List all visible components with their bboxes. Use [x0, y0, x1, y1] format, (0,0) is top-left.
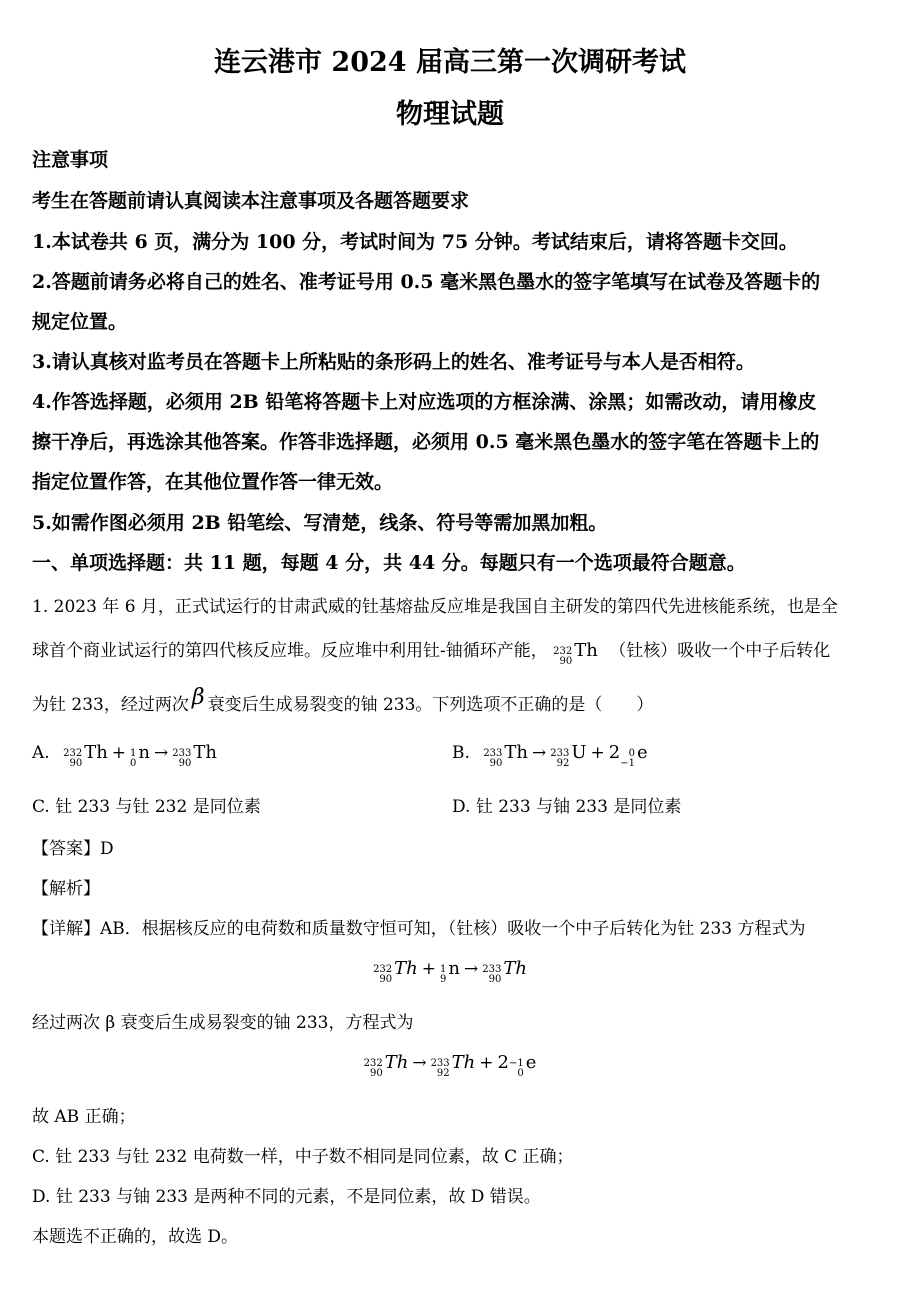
page-subtitle: 物理试题: [396, 99, 504, 130]
question-text: 1. 2023 年 6 月，正式试运行的甘肃武威的钍基熔盐反应堆是我国自主研发的第四代先进核能系统，也是全: [32, 597, 838, 617]
notice-item: 规定位置。: [32, 311, 128, 333]
option-b: B. 233 90 Th → 233 92 U + 2 0 −1 e: [452, 742, 648, 769]
notice-heading: 注意事项: [32, 149, 109, 171]
thorium-nuclide: 232 90 Th: [553, 640, 598, 667]
explanation-text: D. 钍 233 与铀 233 是两种不同的元素，不是同位素，故 D 错误。: [32, 1187, 541, 1207]
explanation-text: 故 AB 正确；: [32, 1107, 136, 1127]
answer-label: 【答案】D: [32, 839, 114, 859]
question-text: 球首个商业试运行的第四代核反应堆。反应堆中利用钍-铀循环产能， 232 90 Th （钍核）吸收一个中子后转化: [32, 640, 831, 667]
option-a: A. 232 90 Th + 1 0 n → 233 90 Th: [32, 742, 217, 769]
analysis-label: 【解析】: [32, 879, 100, 899]
notice-item: 2.答题前请务必将自己的姓名、准考证号用 0.5 毫米黑色墨水的签字笔填写在试卷及答题卡的: [32, 271, 821, 293]
option-c: C. 钍 233 与钍 232 是同位素: [32, 797, 261, 817]
option-d: D. 钍 233 与铀 233 是同位素: [452, 797, 682, 817]
notice-item: 5.如需作图必须用 2B 铅笔绘、写清楚，线条、符号等需加黑加粗。: [32, 512, 608, 534]
explanation-text: C. 钍 233 与钍 232 电荷数一样，中子数不相同是同位素，故 C 正确；: [32, 1147, 574, 1167]
notice-item: 擦干净后，再选涂其他答案。作答非选择题，必须用 0.5 毫米黑色墨水的签字笔在答题卡上的: [32, 431, 820, 453]
question-text: 为钍 233，经过两次 β 衰变后生成易裂变的铀 233。下列选项不正确的是（ ）: [32, 685, 654, 715]
explanation-text: 经过两次 β 衰变后生成易裂变的铀 233，方程式为: [32, 1013, 414, 1033]
explanation-text: 本题选不正确的，故选 D。: [32, 1227, 239, 1247]
page-title: 连云港市 2024 届高三第一次调研考试: [214, 47, 686, 78]
notice-item: 1.本试卷共 6 页，满分为 100 分，考试时间为 75 分钟。考试结束后，请将答题卡交回。: [32, 231, 798, 253]
equation-2: 232 90 Th → 233 92 Th + 2 −1 0 e: [363, 1052, 537, 1079]
notice-item: 4.作答选择题，必须用 2B 铅笔将答题卡上对应选项的方框涂满、涂黑；如需改动，请用橡皮: [32, 391, 817, 413]
notice-item: 指定位置作答，在其他位置作答一律无效。: [32, 471, 394, 493]
detail-text: 【详解】AB．根据核反应的电荷数和质量数守恒可知，（钍核）吸收一个中子后转化为钍 233 方程式为: [32, 919, 806, 939]
notice-intro: 考生在答题前请认真阅读本注意事项及各题答题要求: [32, 190, 470, 212]
notice-item: 3.请认真核对监考员在答题卡上所粘贴的条形码上的姓名、准考证号与本人是否相符。: [32, 351, 755, 373]
section-heading: 一、单项选择题：共 11 题，每题 4 分，共 44 分。每题只有一个选项最符合题意。: [32, 552, 746, 574]
equation-1: 232 90 Th + 1 9 n → 233 90 Th: [373, 958, 527, 985]
beta-symbol: β: [191, 685, 205, 710]
